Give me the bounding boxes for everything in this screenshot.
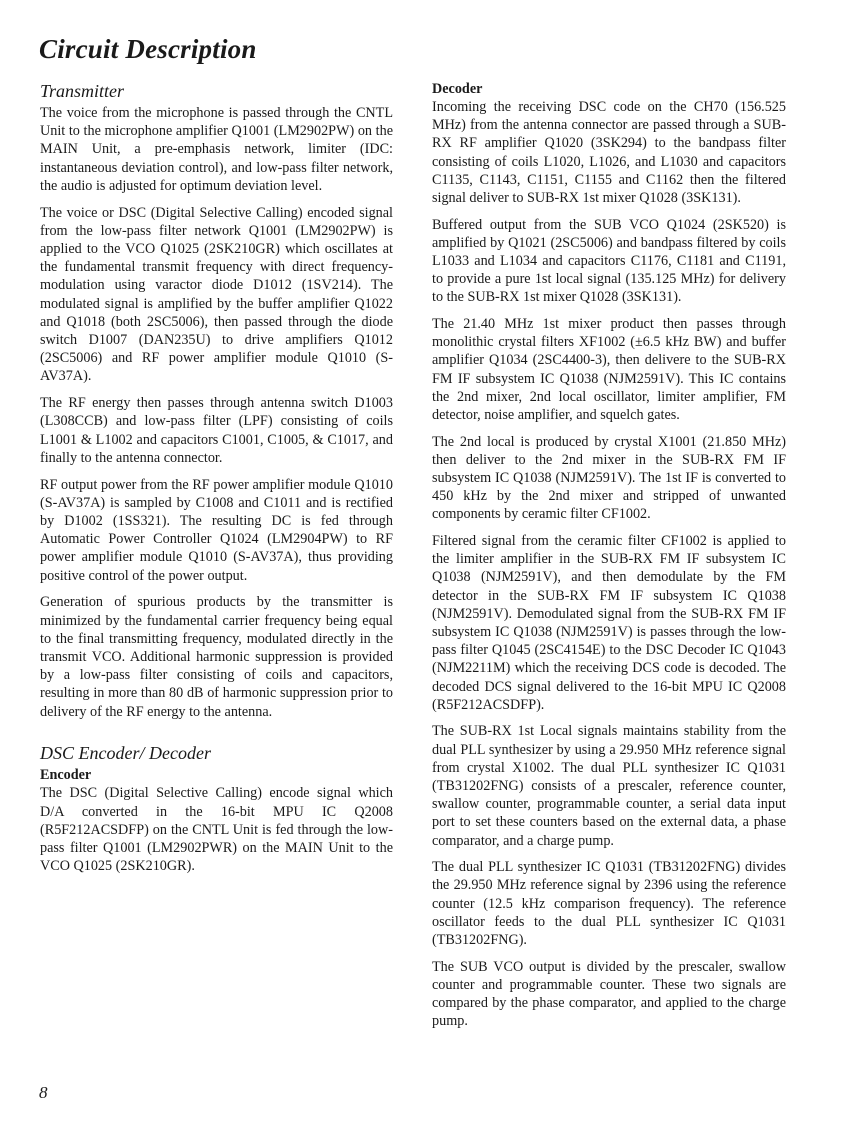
transmitter-paragraph: The voice from the microphone is passed through the CNTL Unit to the microphone amplifier Q1001 (LM2902PW) on the MAIN Unit, a pre-emphasis network, limiter (IDC: instantaneous deviation control), and low-pass filter network, the audio is adjusted for optimum deviation level. xyxy=(40,105,393,194)
decoder-paragraph: The dual PLL synthesizer IC Q1031 (TB31202FNG) divides the 29.950 MHz reference signal by 2396 using the reference counter (12.5 kHz comparison frequency). The reference oscillator feeds to the dual PLL synthesizer IC Q1031 (TB31202FNG). xyxy=(432,859,786,949)
right-column xyxy=(432,80,786,1039)
dsc-heading: DSC Encoder/ Decoder xyxy=(40,743,211,764)
decoder-paragraph: Buffered output from the SUB VCO Q1024 (2SK520) is amplified by Q1021 (2SC5006) and bandpass filtered by coils L1033 and L1034 and capacitors C1176, C1181 and C1191, to provide a pure 1st local signal (135.125 MHz) for delivery to the SUB-RX 1st mixer Q1028 (3SK131). xyxy=(432,216,786,306)
decoder-paragraph: The SUB-RX 1st Local signals maintains stability from the dual PLL synthesizer by using a 29.950 MHz reference signal from crystal X1002. The dual PLL synthesizer IC Q1031 (TB31202FNG) consists of a prescaler, reference counter, swallow counter, programmable counter, a serial data input port to set these counters based on the external data, a phase comparator, and a charge pump. xyxy=(432,723,786,849)
transmitter-paragraph: The voice or DSC (Digital Selective Calling) encoded signal from the low-pass filter network Q1001 (LM2902PW) is applied to the VCO Q1025 (2SK210GR) which oscillates at the fundamental transmit frequency with direct frequency-modulation using varactor diode D1012 (1SV214). The modulated signal is amplified by the buffer amplifier Q1022 and Q1018 (both 2SC5006), then passed through the diode switch D1007 (DAN235U) to drive amplifiers Q1012 (2SC5006) and RF power amplifier module Q1010 (S-AV37A). xyxy=(40,204,393,385)
decoder-paragraph: Filtered signal from the ceramic filter CF1002 is applied to the limiter amplifier in the SUB-RX FM IF subsystem IC Q1038 (NJM2591V), and then demodulate by the FM detector in the SUB-RX FM IF subsystem IC Q1038 (NJM2591V). Demodulated signal from the SUB-RX FM IF subsystem IC Q1038 (NJM2591V) is passes through the low-pass filter Q1045 (2SC4154E) to the DSC Decoder IC Q1043 (NJM2211M) which the receiving DCS code is decoded. The decoded DCS signal delivered to the 16-bit MPU IC Q2008 (R5F212ACSDFP). xyxy=(432,533,786,713)
transmitter-heading: Transmitter xyxy=(40,81,125,101)
decoder-paragraph: The 21.40 MHz 1st mixer product then passes through monolithic crystal filters XF1002 (±6.5 kHz BW) and buffer amplifier Q1034 (2SC4400-3), then delivere to the SUB-RX FM IF subsystem IC Q1038 (NJM2591V). This IC contains the 2nd mixer, 2nd local oscillator, limiter amplifier, FM detector, noise amplifier, and squelch gates. xyxy=(432,316,786,424)
encoder-paragraph: The DSC (Digital Selective Calling) encode signal which D/A converted in the 16-bit MPU IC Q2008 (R5F212ACSDFP) on the CNTL Unit is fed through the low-pass filter Q1001 (LM2902PWR) on the MAIN Unit to the VCO Q1025 (2SK210GR). xyxy=(40,785,393,875)
page-title: Circuit Description xyxy=(39,34,257,64)
encoder-heading: Encoder xyxy=(40,767,92,784)
transmitter-paragraph: RF output power from the RF power amplifier module Q1010 (S-AV37A) is sampled by C1008 and C1011 and is rectified by D1002 (1SS321). The resulting DC is fed through Automatic Power Controller Q1024 (LM2904PW) to RF power amplifier module Q1010 (S-AV37A), thus providing positive control of the power output. xyxy=(40,476,393,584)
decoder-heading: Decoder xyxy=(432,81,483,97)
decoder-paragraph: The 2nd local is produced by crystal X1001 (21.850 MHz) then deliver to the 2nd mixer in the SUB-RX FM IF subsystem IC Q1038 (NJM2591V). The 1st IF is converted to 450 kHz by the 2nd mixer and stripped of unwanted components by ceramic filter CF1002. xyxy=(432,433,786,523)
page-number: 8 xyxy=(39,1083,48,1102)
decoder-paragraph: The SUB VCO output is divided by the prescaler, swallow counter and programmable counter. These two signals are compared by the phase comparator, and applied to the charge pump. xyxy=(432,958,786,1030)
transmitter-paragraph: The RF energy then passes through antenna switch D1003 (L308CCB) and low-pass filter (LPF) consisting of coils L1001 & L1002 and capacitors C1001, C1005, & C1017, and finally to the antenna connector. xyxy=(40,395,393,466)
transmitter-paragraph: Generation of spurious products by the transmitter is minimized by the fundamental carrier frequency being equal to the final transmitting frequency, modulated directly in the transmit VCO. Additional harmonic suppression is provided by a low-pass filter consisting of coils and capacitors, resulting in more than 80 dB of harmonic suppression prior to delivery of the RF energy to the antenna. xyxy=(40,594,393,720)
decoder-paragraph: Incoming the receiving DSC code on the CH70 (156.525 MHz) from the antenna connector are passed through a SUB-RX RF amplifier Q1020 (3SK294) to the bandpass filter consisting of coils L1020, L1026, and L1030 and capacitors C1135, C1143, C1151, C1155 and C1162 then the filtered signal deliver to SUB-RX 1st mixer Q1028 (3SK131). xyxy=(432,99,786,207)
left-column xyxy=(40,80,393,884)
